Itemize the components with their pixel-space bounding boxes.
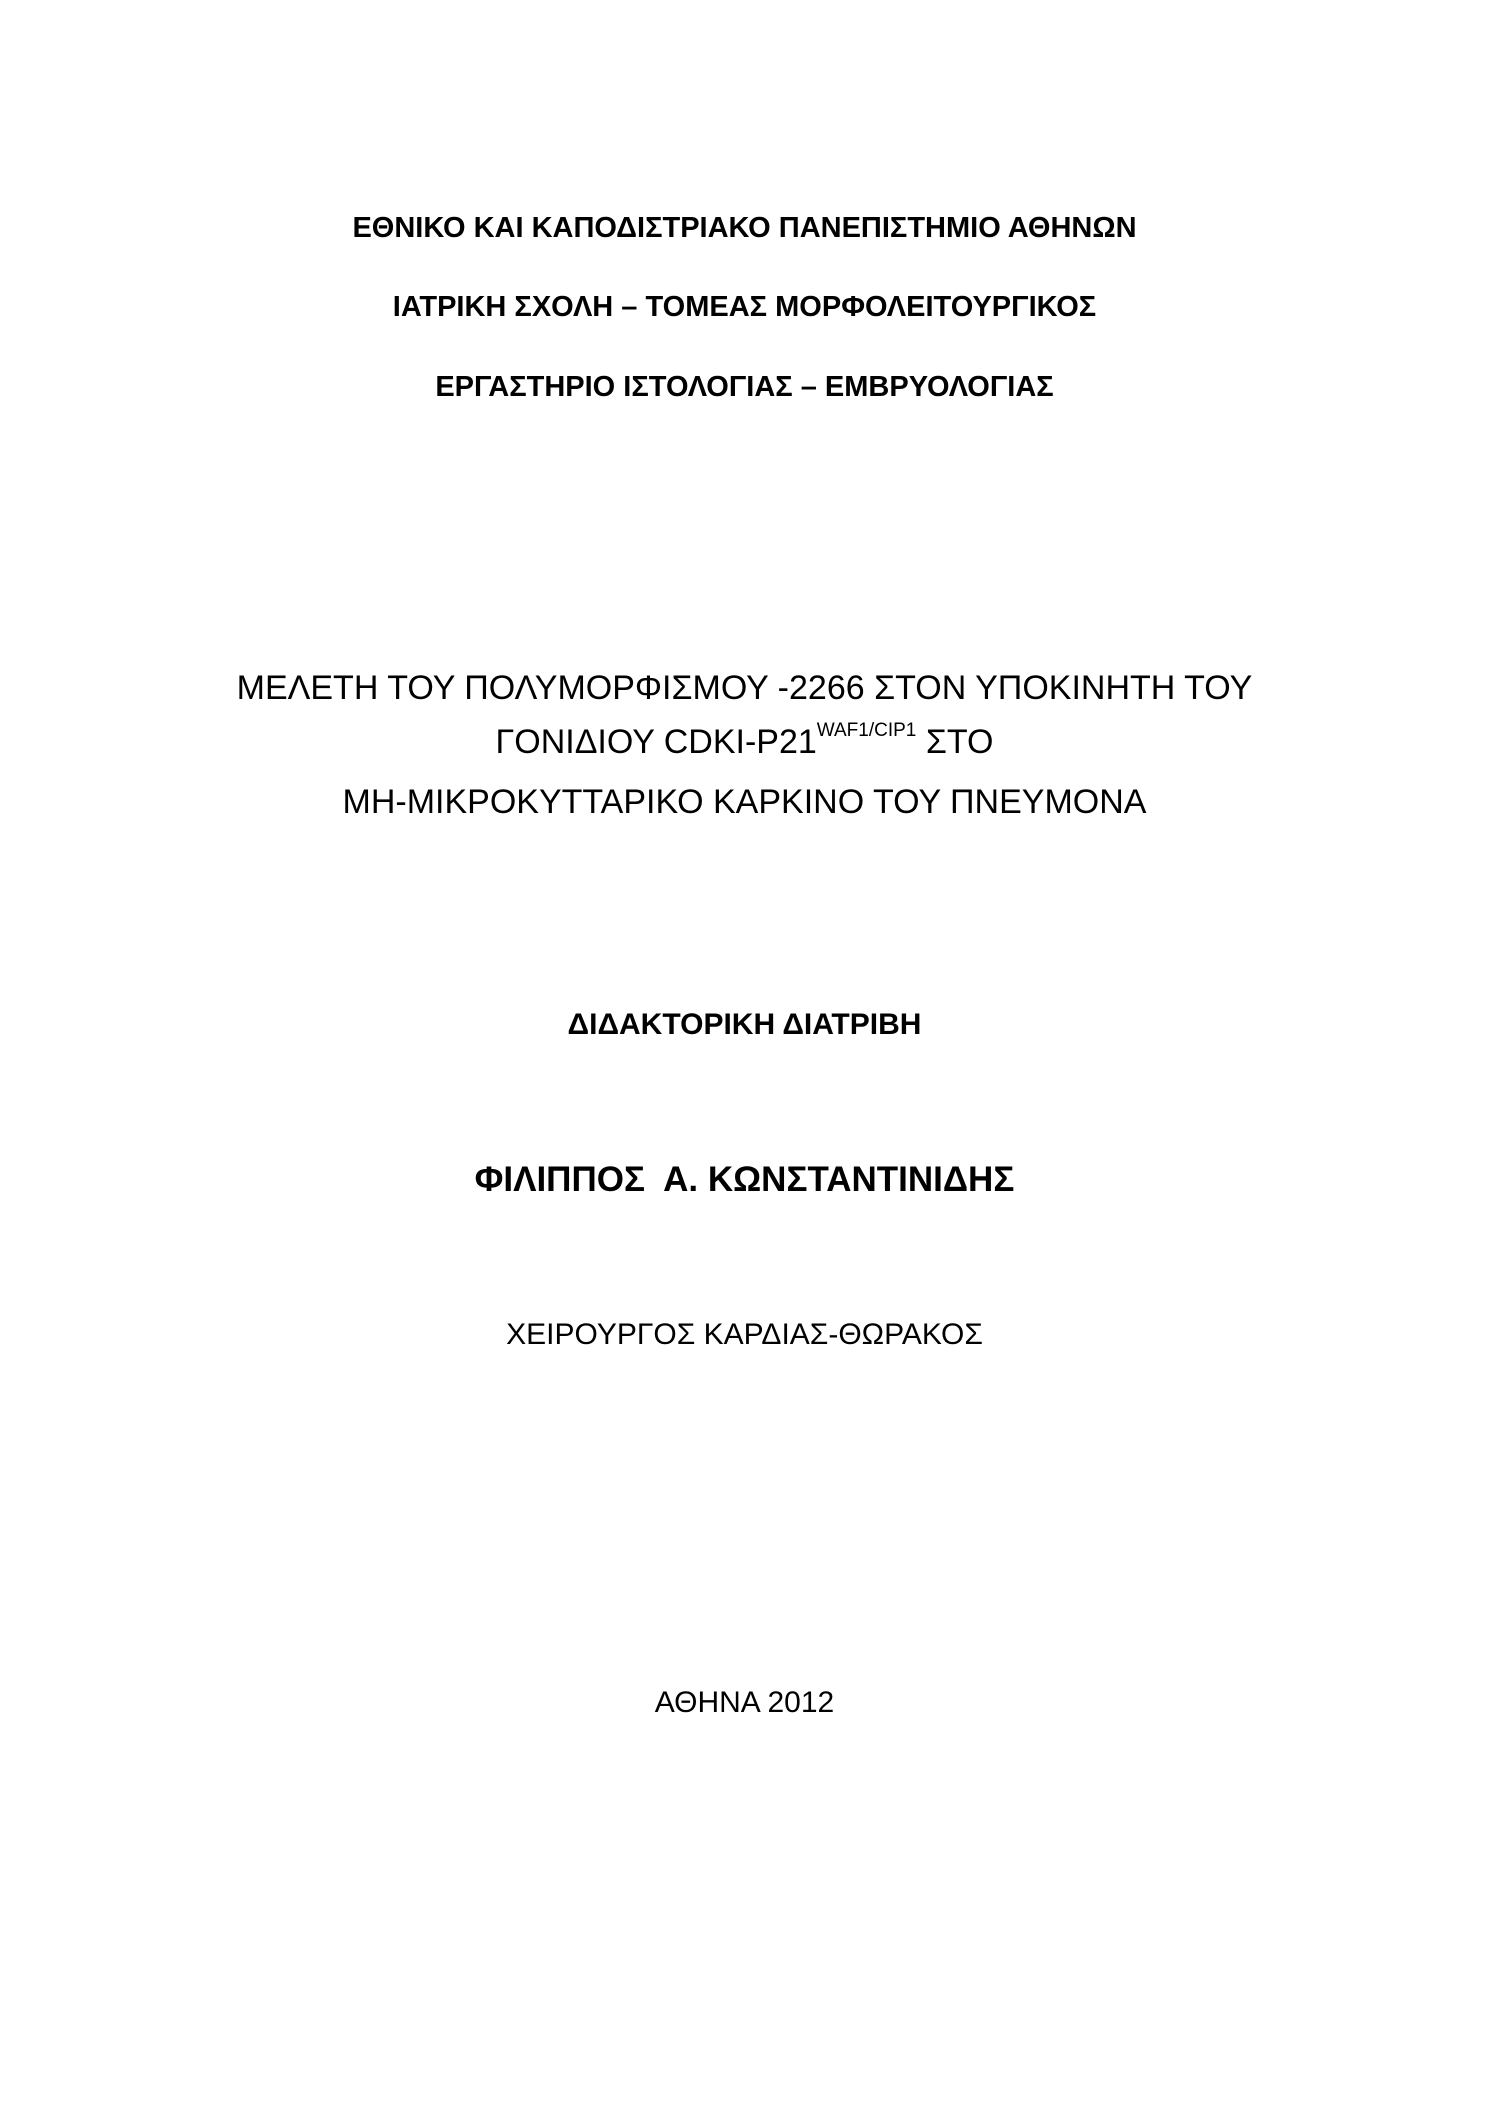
author-profession: ΧΕΙΡΟΥΡΓΟΣ ΚΑΡΔΙΑΣ-ΘΩΡΑΚΟΣ — [506, 1318, 983, 1351]
document-type: ΔΙΔΑΚΤΟΡΙΚΗ ΔΙΑΤΡΙΒΗ — [567, 1008, 922, 1041]
thesis-title-line-2-suffix: ΣΤΟ — [916, 723, 994, 761]
author-name: ΦΙΛΙΠΠΟΣ Α. ΚΩΝΣΤΑΝΤΙΝΙΔΗΣ — [474, 1160, 1015, 1199]
school-name: ΙΑΤΡΙΚΗ ΣΧΟΛΗ – ΤΟΜΕΑΣ ΜΟΡΦΟΛΕΙΤΟΥΡΓΙΚΟΣ — [392, 291, 1097, 323]
thesis-title-gene-superscript: WAF1/CIP1 — [816, 720, 917, 741]
university-name: ΕΘΝΙΚΟ ΚΑΙ ΚΑΠΟΔΙΣΤΡΙΑΚΟ ΠΑΝΕΠΙΣΤΗΜΙΟ ΑΘΗΝΩΝ — [352, 212, 1137, 244]
thesis-title-line-3: ΜΗ-ΜΙΚΡΟΚΥΤΤΑΡΙΚΟ ΚΑΡΚΙΝΟ ΤΟΥ ΠΝΕΥΜΟΝΑ — [342, 783, 1147, 821]
laboratory-name: ΕΡΓΑΣΤΗΡΙΟ ΙΣΤΟΛΟΓΙΑΣ – ΕΜΒΡΥΟΛΟΓΙΑΣ — [435, 371, 1054, 403]
place-and-year: ΑΘΗΝΑ 2012 — [654, 1686, 835, 1719]
thesis-title-line-2 — [0, 720, 1489, 762]
thesis-title-line-1: ΜΕΛΕΤΗ ΤΟΥ ΠΟΛΥΜΟΡΦΙΣΜΟΥ -2266 ΣΤΟΝ ΥΠΟΚΙΝΗΤΗ ΤΟΥ — [236, 669, 1253, 707]
thesis-title-gene-name: ΓΟΝΙΔΙΟΥ CDKI-P21 — [495, 723, 817, 761]
